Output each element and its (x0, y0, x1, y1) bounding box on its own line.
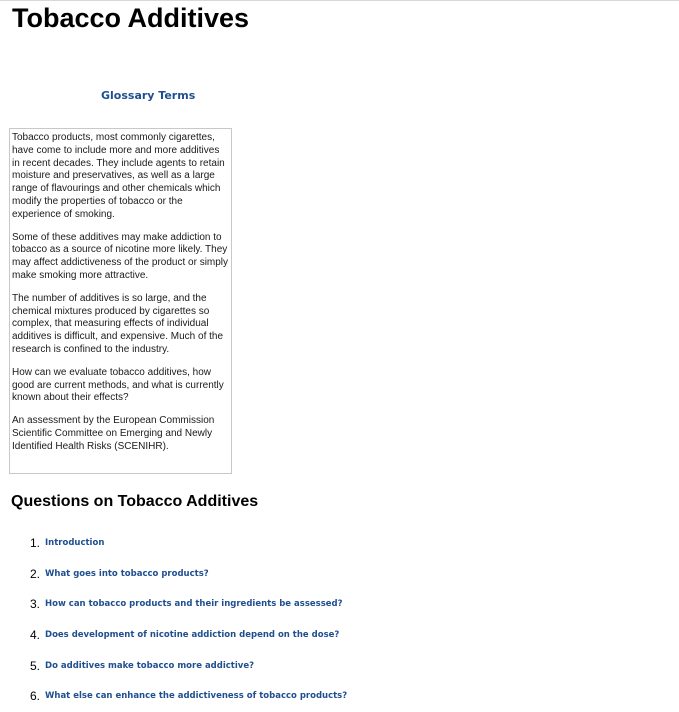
questions-heading: Questions on Tobacco Additives (11, 493, 259, 510)
question-item (30, 650, 347, 681)
question-item (30, 681, 347, 712)
question-link-how-assessed[interactable]: How can tobacco products and their ingredients be assessed? (45, 599, 343, 610)
question-link-nicotine-dose[interactable]: Does development of nicotine addiction depend on the dose? (45, 630, 340, 641)
intro-paragraph: An assessment by the European Commission Scientific Committee on Emerging and Newly Identified Health Risks (SCENIHR). (12, 415, 215, 452)
question-item (30, 559, 347, 590)
question-link-what-goes-into[interactable]: What goes into tobacco products? (45, 568, 209, 579)
question-number: 4. (30, 628, 41, 643)
question-item (30, 589, 347, 620)
question-number: 6. (30, 689, 41, 704)
question-item (30, 528, 347, 559)
top-border-line (0, 0, 679, 1)
intro-paragraph: The number of additives is so large, and the chemical mixtures produced by cigarettes so complex, that measuring effects of individual additives is difficult, and expensive. Much of the research is confined to the industry. (12, 292, 224, 355)
question-number: 1. (30, 536, 41, 551)
question-link-enhance-addictiveness[interactable]: What else can enhance the addictiveness of tobacco products? (45, 691, 348, 702)
intro-paragraph: Some of these additives may make addiction to tobacco as a source of nicotine more likely. They may affect addictiveness of the product or simply make smoking more attractive. (12, 231, 229, 281)
question-number: 5. (30, 658, 41, 673)
intro-paragraph: How can we evaluate tobacco additives, how good are current methods, and what is currently known about their effects? (12, 366, 224, 404)
intro-paragraph: Tobacco products, most commonly cigarettes, have come to include more and more additives in recent decades. They include agents to retain moisture and preservatives, as well as a large range of flavourings and other chemicals which modify the properties of tobacco or the experience of smoking. (12, 132, 225, 220)
question-link-introduction[interactable]: Introduction (45, 538, 105, 549)
question-number: 2. (30, 566, 41, 581)
questions-list (30, 528, 347, 712)
page-title: Tobacco Additives (12, 3, 250, 33)
question-number: 3. (30, 597, 41, 612)
question-item (30, 620, 347, 651)
glossary-terms-link[interactable]: Glossary Terms (101, 89, 196, 102)
question-link-additives-addictive[interactable]: Do additives make tobacco more addictive? (45, 660, 255, 671)
intro-box (9, 128, 232, 474)
